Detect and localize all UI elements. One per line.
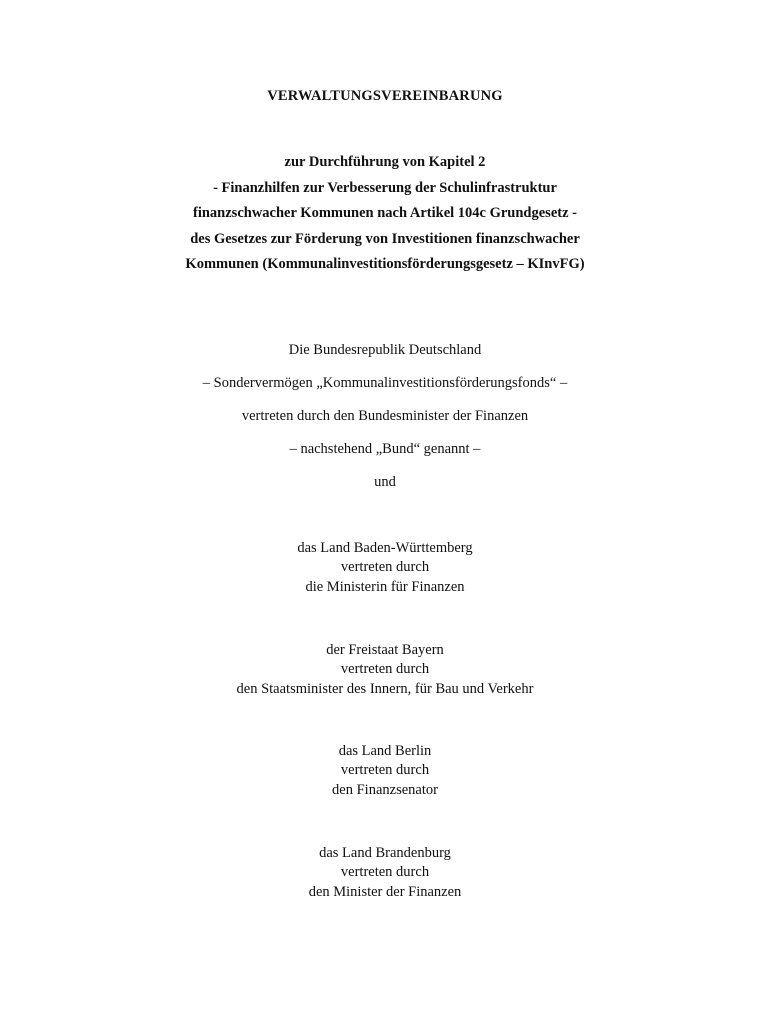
document-title: VERWALTUNGSVEREINBARUNG xyxy=(267,88,503,104)
subtitle-line-3: finanzschwacher Kommunen nach Artikel 104c Grundgesetz - xyxy=(193,205,577,221)
subtitle-line-1: zur Durchführung von Kapitel 2 xyxy=(284,154,486,170)
state-name: das Land Brandenburg xyxy=(319,845,451,861)
federation-represented: vertreten durch den Bundesminister der Finanzen xyxy=(241,408,529,424)
state-name: der Freistaat Bayern xyxy=(326,642,444,658)
state-represented: vertreten durch xyxy=(340,864,430,880)
state-representative: den Minister der Finanzen xyxy=(308,884,462,900)
state-name: das Land Berlin xyxy=(338,743,432,759)
state-representative: den Finanzsenator xyxy=(332,782,438,798)
state-representative: die Ministerin für Finanzen xyxy=(305,579,465,595)
state-name: das Land Baden-Württemberg xyxy=(297,540,473,556)
conjunction: und xyxy=(374,474,396,490)
subtitle-line-2: - Finanzhilfen zur Verbesserung der Schulinfrastruktur xyxy=(213,180,557,196)
federation-fund: – Sondervermögen „Kommunalinvestitionsförderungsfonds“ – xyxy=(202,375,568,391)
federation-name: Die Bundesrepublik Deutschland xyxy=(288,342,482,358)
state-represented: vertreten durch xyxy=(340,661,430,677)
state-represented: vertreten durch xyxy=(340,762,430,778)
subtitle-line-4: des Gesetzes zur Förderung von Investitionen finanzschwacher xyxy=(190,231,580,247)
state-representative: den Staatsminister des Innern, für Bau und Verkehr xyxy=(236,681,534,697)
federation-alias: – nachstehend „Bund“ genannt – xyxy=(289,441,481,457)
state-represented: vertreten durch xyxy=(340,559,430,575)
subtitle-line-5: Kommunen (Kommunalinvestitionsförderungsgesetz – KInvFG) xyxy=(185,256,585,272)
